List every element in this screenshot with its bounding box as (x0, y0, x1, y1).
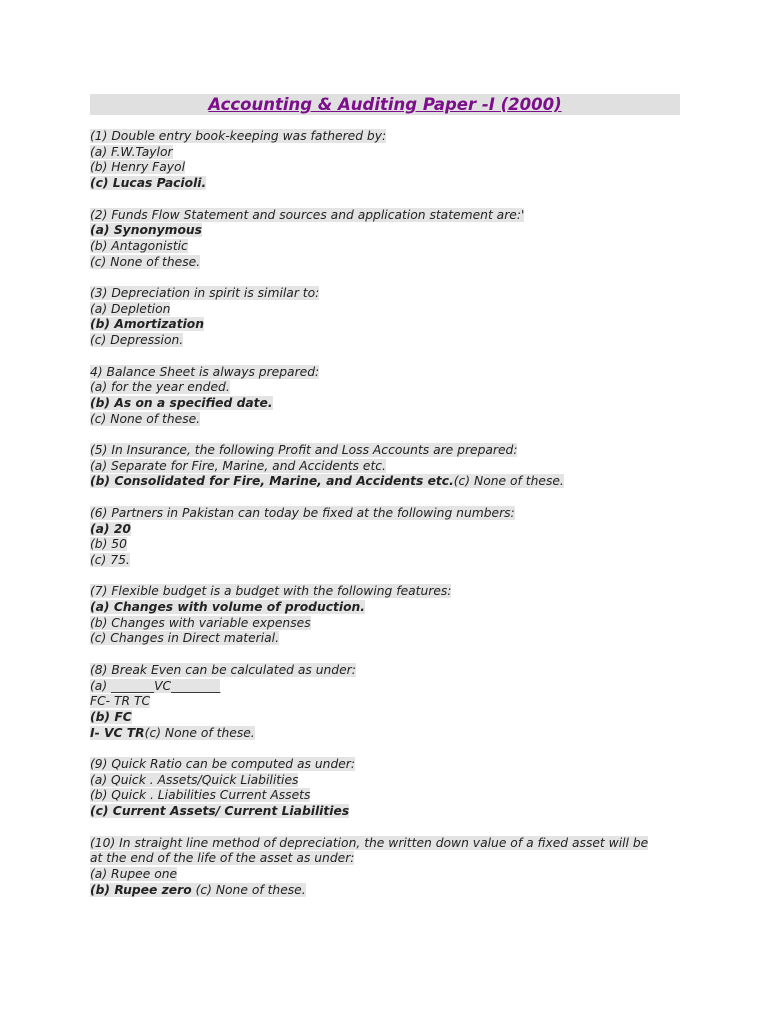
answer-option (90, 600, 680, 616)
answer-option (90, 412, 680, 428)
option-text: FC- TR TC (90, 694, 151, 709)
answer-option (90, 804, 680, 820)
document-page (90, 94, 680, 914)
question-block (90, 286, 680, 349)
correct-answer-text: (c) Lucas Pacioli. (90, 176, 207, 191)
answer-option (90, 239, 680, 255)
option-text: (c) 75. (90, 552, 130, 567)
answer-option (90, 710, 680, 726)
option-text: (c) Depression. (90, 333, 184, 348)
option-text: (a) Depletion (90, 301, 171, 316)
question-block (90, 365, 680, 428)
option-text: (a) for the year ended. (90, 380, 230, 395)
question-block (90, 443, 680, 490)
option-text: (6) Partners in Pakistan can today be fixed at the following numbers: (90, 505, 515, 520)
answer-option (90, 553, 680, 569)
question-text (90, 836, 680, 852)
answer-option (90, 522, 680, 538)
page-title: Accounting & Auditing Paper -I (2000) (208, 95, 562, 114)
answer-option (90, 474, 680, 490)
option-text: (b) Quick . Liabilities Current Assets (90, 788, 311, 803)
question-block (90, 506, 680, 569)
correct-answer-text: (a) 20 (90, 521, 131, 536)
answer-option (90, 333, 680, 349)
option-text: (c) None of these. (90, 411, 201, 426)
answer-option (90, 773, 680, 789)
correct-answer-text: (b) FC (90, 709, 132, 724)
option-text: (a) Separate for Fire, Marine, and Accidents etc. (90, 458, 386, 473)
answer-option (90, 223, 680, 239)
question-block (90, 663, 680, 742)
option-text: (5) In Insurance, the following Profit and Loss Accounts are prepared: (90, 443, 518, 457)
option-text: (a) Rupee one (90, 866, 178, 881)
question-block (90, 836, 680, 899)
correct-answer-text: (b) Consolidated for Fire, Marine, and Accidents etc. (90, 474, 454, 489)
option-text: (2) Funds Flow Statement and sources and application statement are:' (90, 207, 525, 222)
answer-option (90, 883, 680, 899)
option-text: 4) Balance Sheet is always prepared: (90, 364, 320, 379)
title-bar (90, 94, 680, 115)
answer-option (90, 396, 680, 412)
option-text: (c) None of these. (90, 254, 201, 269)
answer-option (90, 380, 680, 396)
option-text: (a) _______VC________ (90, 678, 221, 693)
answer-option (90, 679, 680, 695)
option-text: (9) Quick Ratio can be computed as under: (90, 757, 356, 771)
option-text: (b) 50 (90, 537, 127, 552)
option-text: (a) F.W.Taylor (90, 144, 173, 159)
option-text: (7) Flexible budget is a budget with the following features: (90, 584, 452, 599)
answer-option (90, 867, 680, 883)
answer-option (90, 176, 680, 192)
option-text: (b) Henry Fayol (90, 160, 185, 175)
answer-option (90, 788, 680, 804)
answer-option (90, 302, 680, 318)
option-text: (10) In straight line method of depreciation, the written down value of a fixed asset will be (90, 835, 649, 850)
correct-answer-text: (b) As on a specified date. (90, 395, 273, 410)
option-text: (b) Antagonistic (90, 238, 188, 253)
answer-option (90, 851, 680, 867)
question-text (90, 584, 680, 600)
option-text: (c) None of these. (144, 725, 255, 740)
answer-option (90, 317, 680, 333)
option-text: (3) Depreciation in spirit is similar to: (90, 286, 320, 300)
correct-answer-text: (c) Current Assets/ Current Liabilities (90, 804, 350, 819)
question-text (90, 663, 680, 679)
answer-option (90, 694, 680, 710)
question-block (90, 129, 680, 192)
answer-option (90, 160, 680, 176)
correct-answer-text: (a) Synonymous (90, 223, 202, 238)
correct-answer-text: (b) Rupee zero (90, 882, 192, 897)
option-text: (c) Changes in Direct material. (90, 631, 280, 646)
question-text (90, 129, 680, 145)
option-text: (c) None of these. (453, 474, 564, 489)
option-text: at the end of the life of the asset as under: (90, 851, 355, 866)
correct-answer-text: (a) Changes with volume of production. (90, 600, 365, 614)
question-text (90, 443, 680, 459)
answer-option (90, 726, 680, 742)
question-list (90, 129, 680, 898)
question-text (90, 208, 680, 224)
option-text: (b) Changes with variable expenses (90, 615, 311, 630)
answer-option (90, 145, 680, 161)
answer-option (90, 255, 680, 271)
question-block (90, 584, 680, 647)
answer-option (90, 459, 680, 475)
question-block (90, 757, 680, 820)
question-text (90, 365, 680, 381)
answer-option (90, 616, 680, 632)
option-text: (1) Double entry book-keeping was fathered by: (90, 129, 387, 143)
question-text (90, 506, 680, 522)
answer-option (90, 537, 680, 553)
question-text (90, 757, 680, 773)
correct-answer-text: I- VC TR (90, 725, 145, 740)
option-text: (a) Quick . Assets/Quick Liabilities (90, 772, 299, 787)
answer-option (90, 631, 680, 647)
question-block (90, 208, 680, 271)
option-text: (c) None of these. (191, 882, 306, 897)
question-text (90, 286, 680, 302)
correct-answer-text: (b) Amortization (90, 317, 205, 332)
option-text: (8) Break Even can be calculated as under: (90, 662, 356, 677)
